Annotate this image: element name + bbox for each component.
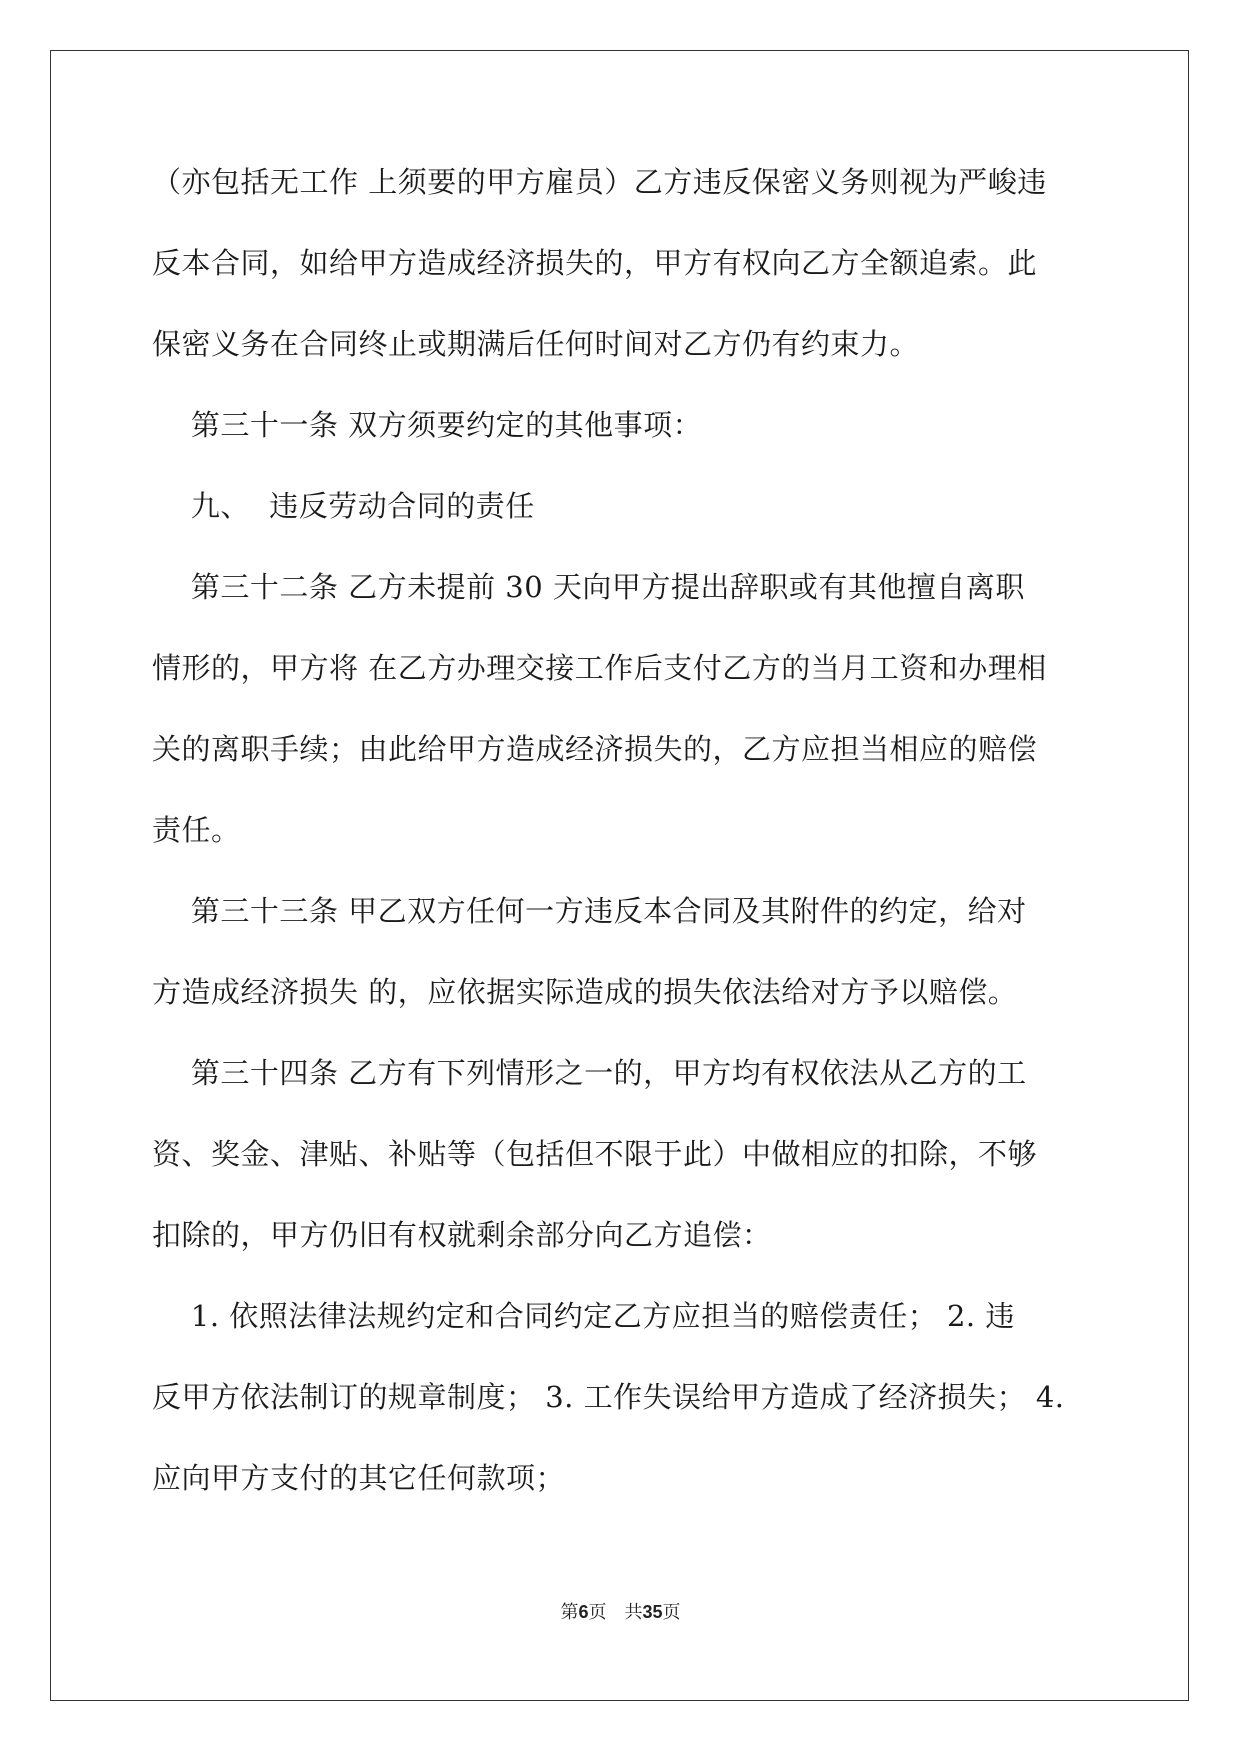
text-line: （亦包括无工作 上须要的甲方雇员）乙方违反保密义务则视为严峻违 xyxy=(152,165,1047,199)
text-line: 1. 依照法律法规约定和合同约定乙方应担当的赔偿责任； 2. 违 xyxy=(152,1299,1015,1333)
current-page-number: 6 xyxy=(578,1602,589,1622)
text-line: 应向甲方支付的其它任何款项； xyxy=(152,1461,566,1495)
footer-total-prefix: 共 xyxy=(624,1602,643,1623)
footer-page-suffix: 页 xyxy=(588,1602,607,1623)
text-line: 第三十三条 甲乙双方任何一方违反本合同及其附件的约定，给对 xyxy=(152,894,1027,928)
total-pages-number: 35 xyxy=(642,1602,663,1622)
text-line: 第三十二条 乙方未提前 30 天向甲方提出辞职或有其他擅自离职 xyxy=(152,570,1025,604)
footer-total-suffix: 页 xyxy=(662,1602,681,1623)
text-line: 反本合同，如给甲方造成经济损失的，甲方有权向乙方全额追索。此 xyxy=(152,246,1038,280)
text-line: 责任。 xyxy=(152,813,241,847)
text-line: 方造成经济损失 的，应依据实际造成的损失依法给对方予以赔偿。 xyxy=(152,975,1018,1009)
text-line: 第三十四条 乙方有下列情形之一的，甲方均有权依法从乙方的工 xyxy=(152,1056,1027,1090)
text-line: 九、 违反劳动合同的责任 xyxy=(152,489,535,523)
text-line: 反甲方依法制订的规章制度； 3. 工作失误给甲方造成了经济损失； 4. xyxy=(152,1380,1065,1414)
text-line: 情形的，甲方将 在乙方办理交接工作后支付乙方的当月工资和办理相 xyxy=(152,651,1047,685)
text-line: 第三十一条 双方须要约定的其他事项： xyxy=(152,408,703,442)
page-footer xyxy=(0,1598,1241,1624)
document-body xyxy=(152,160,1092,1537)
text-line: 保密义务在合同终止或期满后任何时间对乙方仍有约束力。 xyxy=(152,327,920,361)
text-line: 扣除的，甲方仍旧有权就剩余部分向乙方追偿： xyxy=(152,1218,772,1252)
text-line: 关的离职手续；由此给甲方造成经济损失的，乙方应担当相应的赔偿 xyxy=(152,732,1038,766)
footer-prefix: 第 xyxy=(560,1602,579,1623)
text-line: 资、奖金、津贴、补贴等（包括但不限于此）中做相应的扣除，不够 xyxy=(152,1137,1038,1171)
